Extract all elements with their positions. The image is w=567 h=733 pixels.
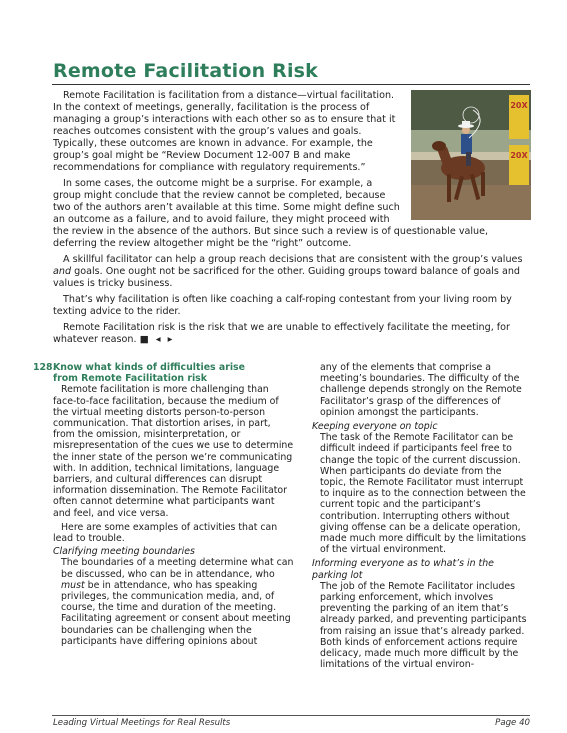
intro-paragraph: Remote Facilitation is facilitation from a distance—virtual facilitation. In the context of meetings, generally, facilitation is the process of managing a group’s interactions with each other so as to ensure that it reaches outcomes consistent with the group’s values and goals. Typically, these outcomes are known in advance. For example, the group’s goal might be “Review Document 12-007 B and make recommendations for compliance with regulatory requirements.” bbox=[53, 90, 396, 173]
body-paragraph: any of the elements that comprise a meeting’s boundaries. The difficulty of the challenge depends strongly on the Remote Facilitator’s grasp of the differences of opinion amongst the participants. bbox=[320, 362, 522, 418]
intro-paragraph: In some cases, the outcome might be a surprise. For example, a group might conclude that the review cannot be completed, because two of the authors aren’t available at this time. Some might define such an outcome as a failure, and to avoid failure, they might proceed with the review in the absence of the authors. But since such a review is of questionable value, deferring the review altogether might be the “right” outcome. bbox=[53, 178, 489, 249]
end-of-section-marks: ■ ◂ ▸ bbox=[139, 334, 175, 345]
right-column bbox=[312, 362, 530, 670]
subheading: Clarifying meeting boundaries bbox=[53, 546, 195, 558]
intro-emphasis: and bbox=[53, 266, 72, 277]
body-text: be in attendance, who has speaking privileges, the communication media, and, of course, the time and duration of the meeting. Facilitating agreement or consent about meeting boundaries can be challenging when the participants have differing opinions about bbox=[61, 579, 291, 647]
footer-book-title: Leading Virtual Meetings for Real Results bbox=[53, 718, 231, 728]
page-title: Remote Facilitation Risk bbox=[53, 60, 319, 82]
body-paragraph: The job of the Remote Facilitator includes parking enforcement, which involves preventing the parking of an item that’s already parked, and preventing participants from raising an issue that’s already parked. Both kinds of enforcement actions require delicacy, made much more difficult by the limitations of the virtual environ- bbox=[320, 580, 527, 671]
body-text: The boundaries of a meeting determine what can be discussed, who can be in attendance, who bbox=[61, 557, 294, 580]
footer-divider bbox=[52, 715, 530, 716]
subheading: Informing everyone as to what’s in the parking lot bbox=[312, 558, 494, 581]
intro-paragraph bbox=[53, 322, 531, 346]
intro-section bbox=[53, 90, 531, 350]
body-emphasis: must bbox=[61, 579, 85, 591]
item-title-line: Know what kinds of difficulties arise bbox=[53, 362, 245, 373]
intro-text: Remote Facilitation risk is the risk that we are unable to effectively facilitate the meeting, for whatever reason. bbox=[53, 322, 510, 345]
intro-text: goals. One ought not be sacrificed for the other. Guiding groups toward balance of goals and values is tricky business. bbox=[53, 266, 521, 289]
rodeo-photo bbox=[411, 90, 531, 220]
rodeo-image bbox=[411, 90, 531, 220]
item-title bbox=[53, 362, 245, 384]
body-paragraph: Here are some examples of activities that can lead to trouble. bbox=[53, 521, 278, 545]
intro-paragraph: That’s why facilitation is often like coaching a calf-roping contestant from your living room by texting advice to the rider. bbox=[53, 294, 512, 317]
item-heading bbox=[33, 362, 295, 384]
title-divider bbox=[52, 84, 530, 85]
body-paragraph bbox=[33, 557, 295, 647]
left-column bbox=[33, 362, 295, 647]
item-title-line: from Remote Facilitation risk bbox=[53, 373, 207, 385]
intro-paragraph bbox=[53, 254, 531, 290]
banner-text: 20X bbox=[510, 151, 528, 160]
banner-text: 20X bbox=[510, 101, 528, 110]
subheading: Keeping everyone on topic bbox=[312, 421, 438, 433]
footer-page-number: Page 40 bbox=[495, 718, 530, 728]
item-number: 128. bbox=[33, 362, 57, 373]
body-paragraph: The task of the Remote Facilitator can be difficult indeed if participants feel free to change the topic of the current discussion. When participants do deviate from the topic, the Remote Facilitator must interrupt to inquire as to the connection between the current topic and the participant’s contribution. Interrupting others without giving offense can be a delicate operation, made much more difficult by the limitations of the virtual environment. bbox=[320, 432, 527, 556]
body-paragraph: Remote facilitation is more challenging than face-to-face facilitation, because the medium of the virtual meeting distorts person-to-person communication. That distortion arises, in part, from the omission, misinterpretation, or misrepresentation of the cues we use to determine the inner state of the person we’re communicating with. In addition, technical limitations, language barriers, and cultural differences can disrupt information dissemination. The Remote Facilitator often cannot determine what participants want and feel, and vice versa. bbox=[53, 384, 294, 519]
intro-text: A skillful facilitator can help a group reach decisions that are consistent with the group’s values bbox=[63, 254, 523, 265]
